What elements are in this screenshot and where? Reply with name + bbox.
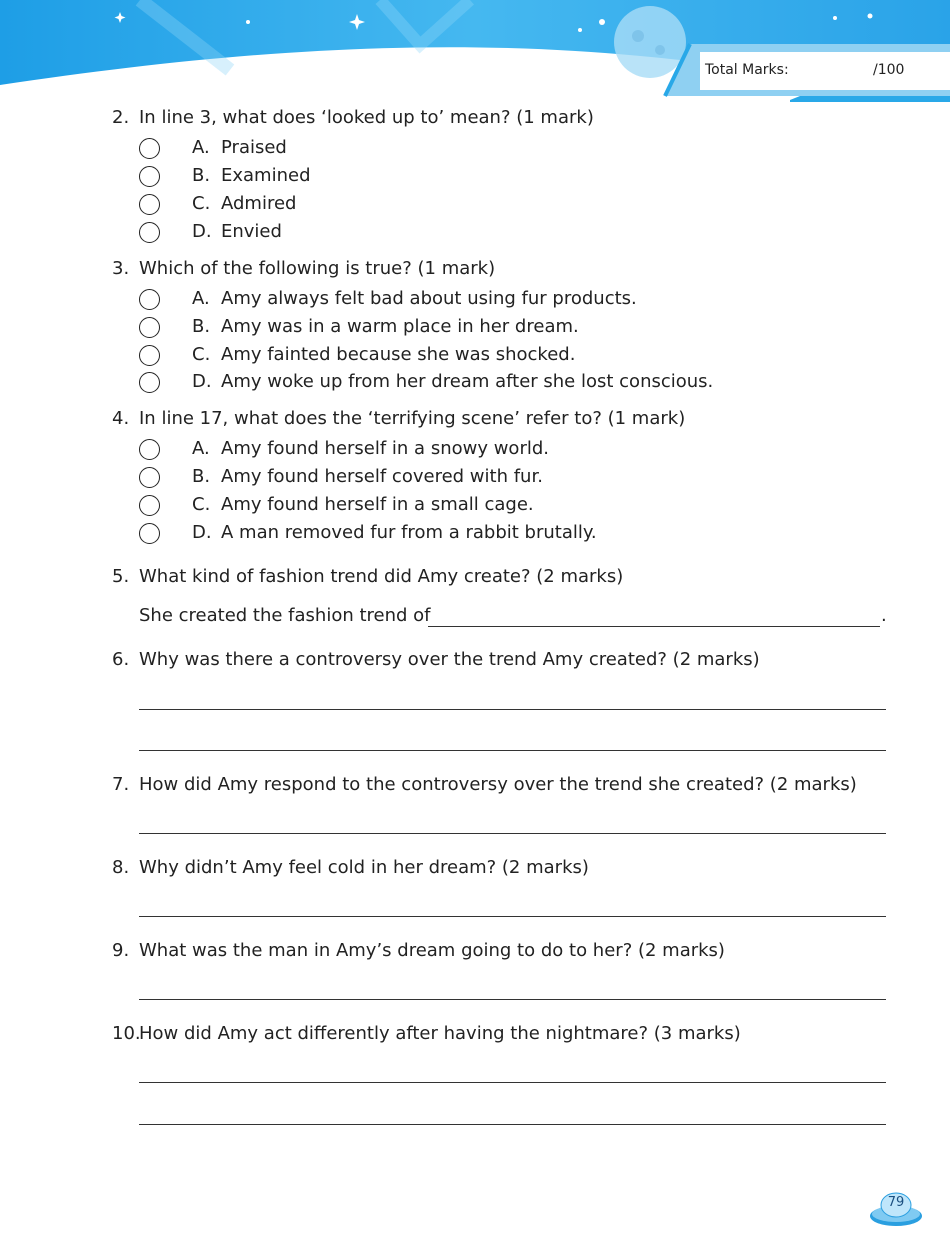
option-4c[interactable] xyxy=(0,494,950,520)
answer-bubble[interactable] xyxy=(139,439,160,460)
option-letter: D. xyxy=(192,371,212,392)
question-text: In line 17, what does the ‘terrifying scene’ refer to? (1 mark) xyxy=(139,408,686,429)
page-number: 79 xyxy=(887,1195,905,1210)
option-text: Amy always felt bad about using fur products. xyxy=(221,288,637,309)
answer-bubble[interactable] xyxy=(139,372,160,393)
question-number: 8. xyxy=(112,857,130,878)
total-marks-box xyxy=(700,56,940,84)
question-number: 10. xyxy=(112,1023,141,1044)
option-text: Amy found herself in a snowy world. xyxy=(221,438,549,459)
option-letter: D. xyxy=(192,522,212,543)
sentence-end: . xyxy=(881,605,887,626)
header-banner xyxy=(0,0,950,110)
answer-line[interactable] xyxy=(139,916,886,917)
option-letter: A. xyxy=(192,438,210,459)
option-text: Amy woke up from her dream after she lost conscious. xyxy=(221,371,714,392)
option-4a[interactable] xyxy=(0,438,950,464)
answer-line[interactable] xyxy=(139,709,886,710)
option-3b[interactable] xyxy=(0,316,950,342)
option-3a[interactable] xyxy=(0,288,950,314)
question-number: 6. xyxy=(112,649,130,670)
answer-bubble[interactable] xyxy=(139,222,160,243)
question-text: How did Amy act differently after having the nightmare? (3 marks) xyxy=(139,1023,741,1044)
option-4b[interactable] xyxy=(0,466,950,492)
option-text: Envied xyxy=(221,221,282,242)
option-text: Amy was in a warm place in her dream. xyxy=(221,316,579,337)
question-number: 7. xyxy=(112,774,130,795)
answer-bubble[interactable] xyxy=(139,467,160,488)
answer-blank[interactable] xyxy=(428,626,880,627)
answer-line[interactable] xyxy=(139,833,886,834)
total-marks-label: Total Marks: xyxy=(705,62,789,78)
question-text: Why was there a controversy over the trend Amy created? (2 marks) xyxy=(139,649,760,670)
answer-bubble[interactable] xyxy=(139,523,160,544)
total-marks-value: /100 xyxy=(873,62,905,78)
answer-bubble[interactable] xyxy=(139,317,160,338)
option-text: Examined xyxy=(221,165,311,186)
option-text: Amy fainted because she was shocked. xyxy=(221,344,576,365)
option-2c[interactable] xyxy=(0,193,950,219)
answer-bubble[interactable] xyxy=(139,345,160,366)
question-text: Why didn’t Amy feel cold in her dream? (2 marks) xyxy=(139,857,589,878)
option-4d[interactable] xyxy=(0,522,950,548)
option-3c[interactable] xyxy=(0,344,950,370)
option-2b[interactable] xyxy=(0,165,950,191)
option-letter: C. xyxy=(192,344,211,365)
answer-line[interactable] xyxy=(139,1124,886,1125)
question-text: Which of the following is true? (1 mark) xyxy=(139,258,496,279)
answer-line[interactable] xyxy=(139,999,886,1000)
question-number: 4. xyxy=(112,408,130,429)
option-text: A man removed fur from a rabbit brutally. xyxy=(221,522,597,543)
option-letter: B. xyxy=(192,165,211,186)
page-number-badge xyxy=(868,1190,924,1228)
answer-bubble[interactable] xyxy=(139,166,160,187)
option-text: Praised xyxy=(221,137,287,158)
option-letter: A. xyxy=(192,137,210,158)
option-letter: C. xyxy=(192,193,211,214)
option-3d[interactable] xyxy=(0,371,950,397)
question-text: What was the man in Amy’s dream going to do to her? (2 marks) xyxy=(139,940,725,961)
option-letter: B. xyxy=(192,316,211,337)
answer-bubble[interactable] xyxy=(139,194,160,215)
answer-bubble[interactable] xyxy=(139,138,160,159)
question-number: 9. xyxy=(112,940,130,961)
option-letter: D. xyxy=(192,221,212,242)
question-text: What kind of fashion trend did Amy create? (2 marks) xyxy=(139,566,624,587)
answer-sentence: She created the fashion trend of xyxy=(139,605,431,626)
answer-line[interactable] xyxy=(139,750,886,751)
question-number: 3. xyxy=(112,258,130,279)
question-number: 5. xyxy=(112,566,130,587)
question-text: How did Amy respond to the controversy over the trend she created? (2 marks) xyxy=(139,774,857,795)
answer-bubble[interactable] xyxy=(139,289,160,310)
option-2a[interactable] xyxy=(0,137,950,163)
option-letter: B. xyxy=(192,466,211,487)
question-number: 2. xyxy=(112,107,130,128)
option-text: Amy found herself covered with fur. xyxy=(221,466,543,487)
answer-bubble[interactable] xyxy=(139,495,160,516)
question-text: In line 3, what does ‘looked up to’ mean? (1 mark) xyxy=(139,107,594,128)
option-letter: C. xyxy=(192,494,211,515)
option-text: Amy found herself in a small cage. xyxy=(221,494,534,515)
option-2d[interactable] xyxy=(0,221,950,247)
option-letter: A. xyxy=(192,288,210,309)
option-text: Admired xyxy=(221,193,297,214)
answer-line[interactable] xyxy=(139,1082,886,1083)
